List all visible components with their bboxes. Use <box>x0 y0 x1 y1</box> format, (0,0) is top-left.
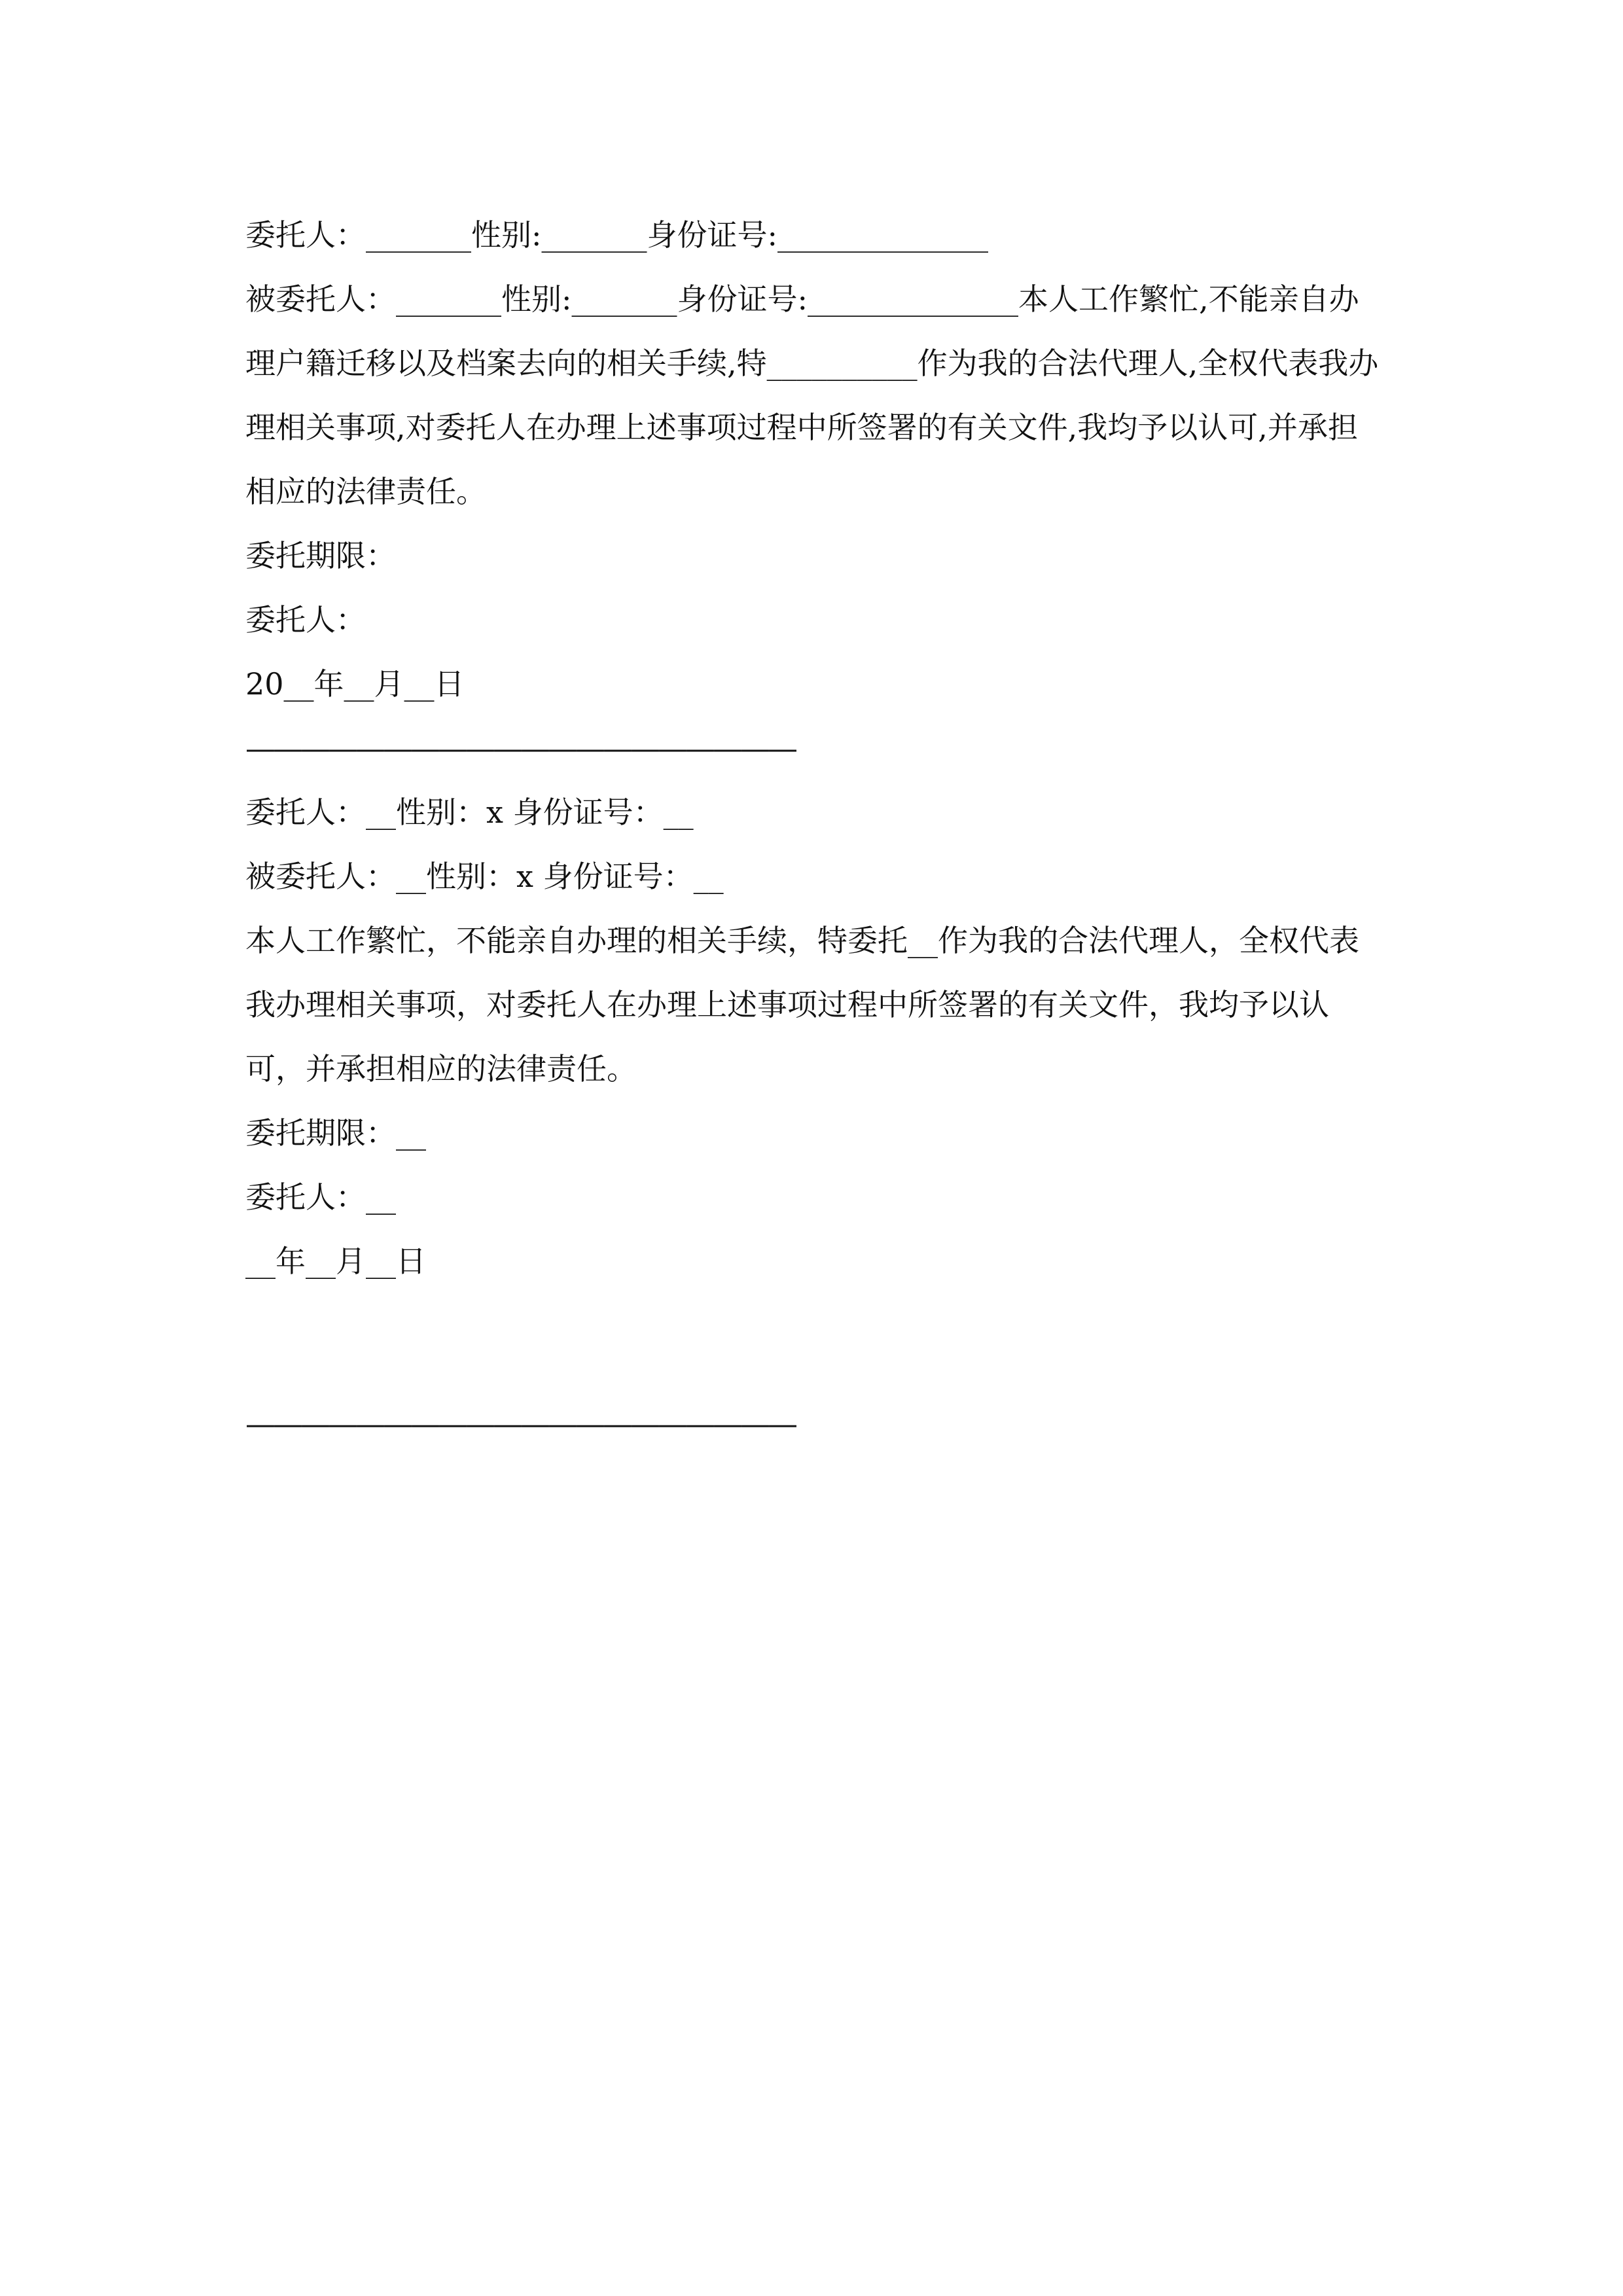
section2-principal-info-line: 委托人：__性别：x 身份证号：__ <box>245 795 694 830</box>
section1-date-line: 20__年__月__日 <box>245 666 465 702</box>
document-body <box>245 203 1384 1456</box>
section2-principal-signature-line: 委托人：__ <box>245 1179 396 1215</box>
section1-term-line: 委托期限： <box>245 538 396 573</box>
blank-space <box>245 1293 1384 1391</box>
section2-authorization-paragraph: 本人工作繁忙，不能亲自办理的相关手续，特委托__作为我的合法代理人，全权代表我办理相关事项，对委托人在办理上述事项过程中所签署的有关文件，我均予以认可，并承担相应的法律责任。 <box>245 923 1359 1086</box>
separator-line: ———————————————————— <box>245 730 795 766</box>
section1-authorization-paragraph: 被委托人：_______性别:_______身份证号:______________本人工作繁忙,不能亲自办理户籍迁移以及档案去向的相关手续,特__________作为我的合法代理人,全权代表我办理相关事项,对委托人在办理上述事项过程中所签署的有关文件,我均予以认可,并承担相应的法律责任。 <box>245 281 1379 509</box>
section2-term-line: 委托期限：__ <box>245 1115 426 1151</box>
section1-principal-signature-line: 委托人： <box>245 602 366 637</box>
separator-line-bottom: ———————————————————— <box>245 1406 795 1441</box>
section2-date-line: __年__月__日 <box>245 1244 426 1279</box>
section2-agent-info-line: 被委托人：__性别：x 身份证号：__ <box>245 859 724 894</box>
section1-principal-info-line: 委托人：_______性别:_______身份证号:______________ <box>245 217 988 253</box>
